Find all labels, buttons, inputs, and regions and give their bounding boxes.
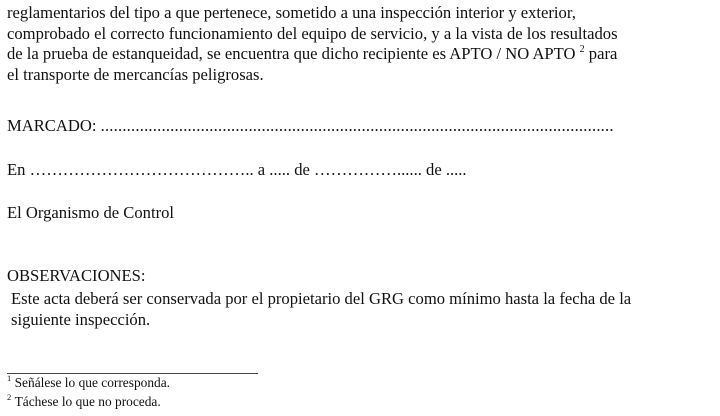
paragraph-line-3 (7, 44, 719, 65)
footnote-2-text: Táchese lo que no proceda. (14, 394, 161, 409)
footnote-2 (7, 391, 161, 410)
place-en-label: En (7, 160, 26, 179)
paragraph-line-1: reglamentarios del tipo a que pertenece, sometido a una inspección interior y exterior, (7, 3, 576, 22)
footnote-1-text: Señálese lo que corresponda. (14, 375, 171, 390)
marcado-label: MARCADO: (7, 116, 97, 135)
paragraph-line-2: comprobado el correcto funcionamiento del equipo de servicio, y a la vista de los resultados (7, 23, 618, 43)
footnote-1 (7, 372, 171, 391)
paragraph-line-4: el transporte de mercancías peligrosas. (7, 64, 264, 84)
month-de-label: de (294, 160, 310, 179)
marcado-fill-dots: ...................................................................................................................... (100, 116, 614, 135)
footnote-separator (7, 373, 258, 374)
footnote-ref-2: 2 (579, 43, 585, 55)
observaciones-line-2: siguiente inspección. (11, 310, 151, 329)
month-fill-dots: ……………...... (314, 160, 422, 179)
observaciones-text (11, 288, 720, 330)
organismo-line: El Organismo de Control (7, 203, 174, 222)
marcado-line (7, 116, 614, 136)
observaciones-label: OBSERVACIONES: (7, 266, 146, 285)
inspection-paragraph (7, 3, 719, 85)
paragraph-line-3-tail: para (588, 44, 618, 64)
footnote-2-mark: 2 (7, 391, 12, 402)
year-de-label: de ..... (426, 160, 467, 179)
day-a-label: a ..... (257, 160, 291, 179)
observaciones-line-1: Este acta deberá ser conservada por el propietario del GRG como mínimo hasta la fecha de la (11, 289, 632, 308)
place-date-line (7, 160, 467, 180)
paragraph-line-3-text: de la prueba de estanqueidad, se encuentra que dicho recipiente es APTO / NO APTO (7, 44, 576, 64)
footnote-1-mark: 1 (7, 372, 12, 383)
place-fill-dots: ………………………………….. (29, 160, 254, 179)
